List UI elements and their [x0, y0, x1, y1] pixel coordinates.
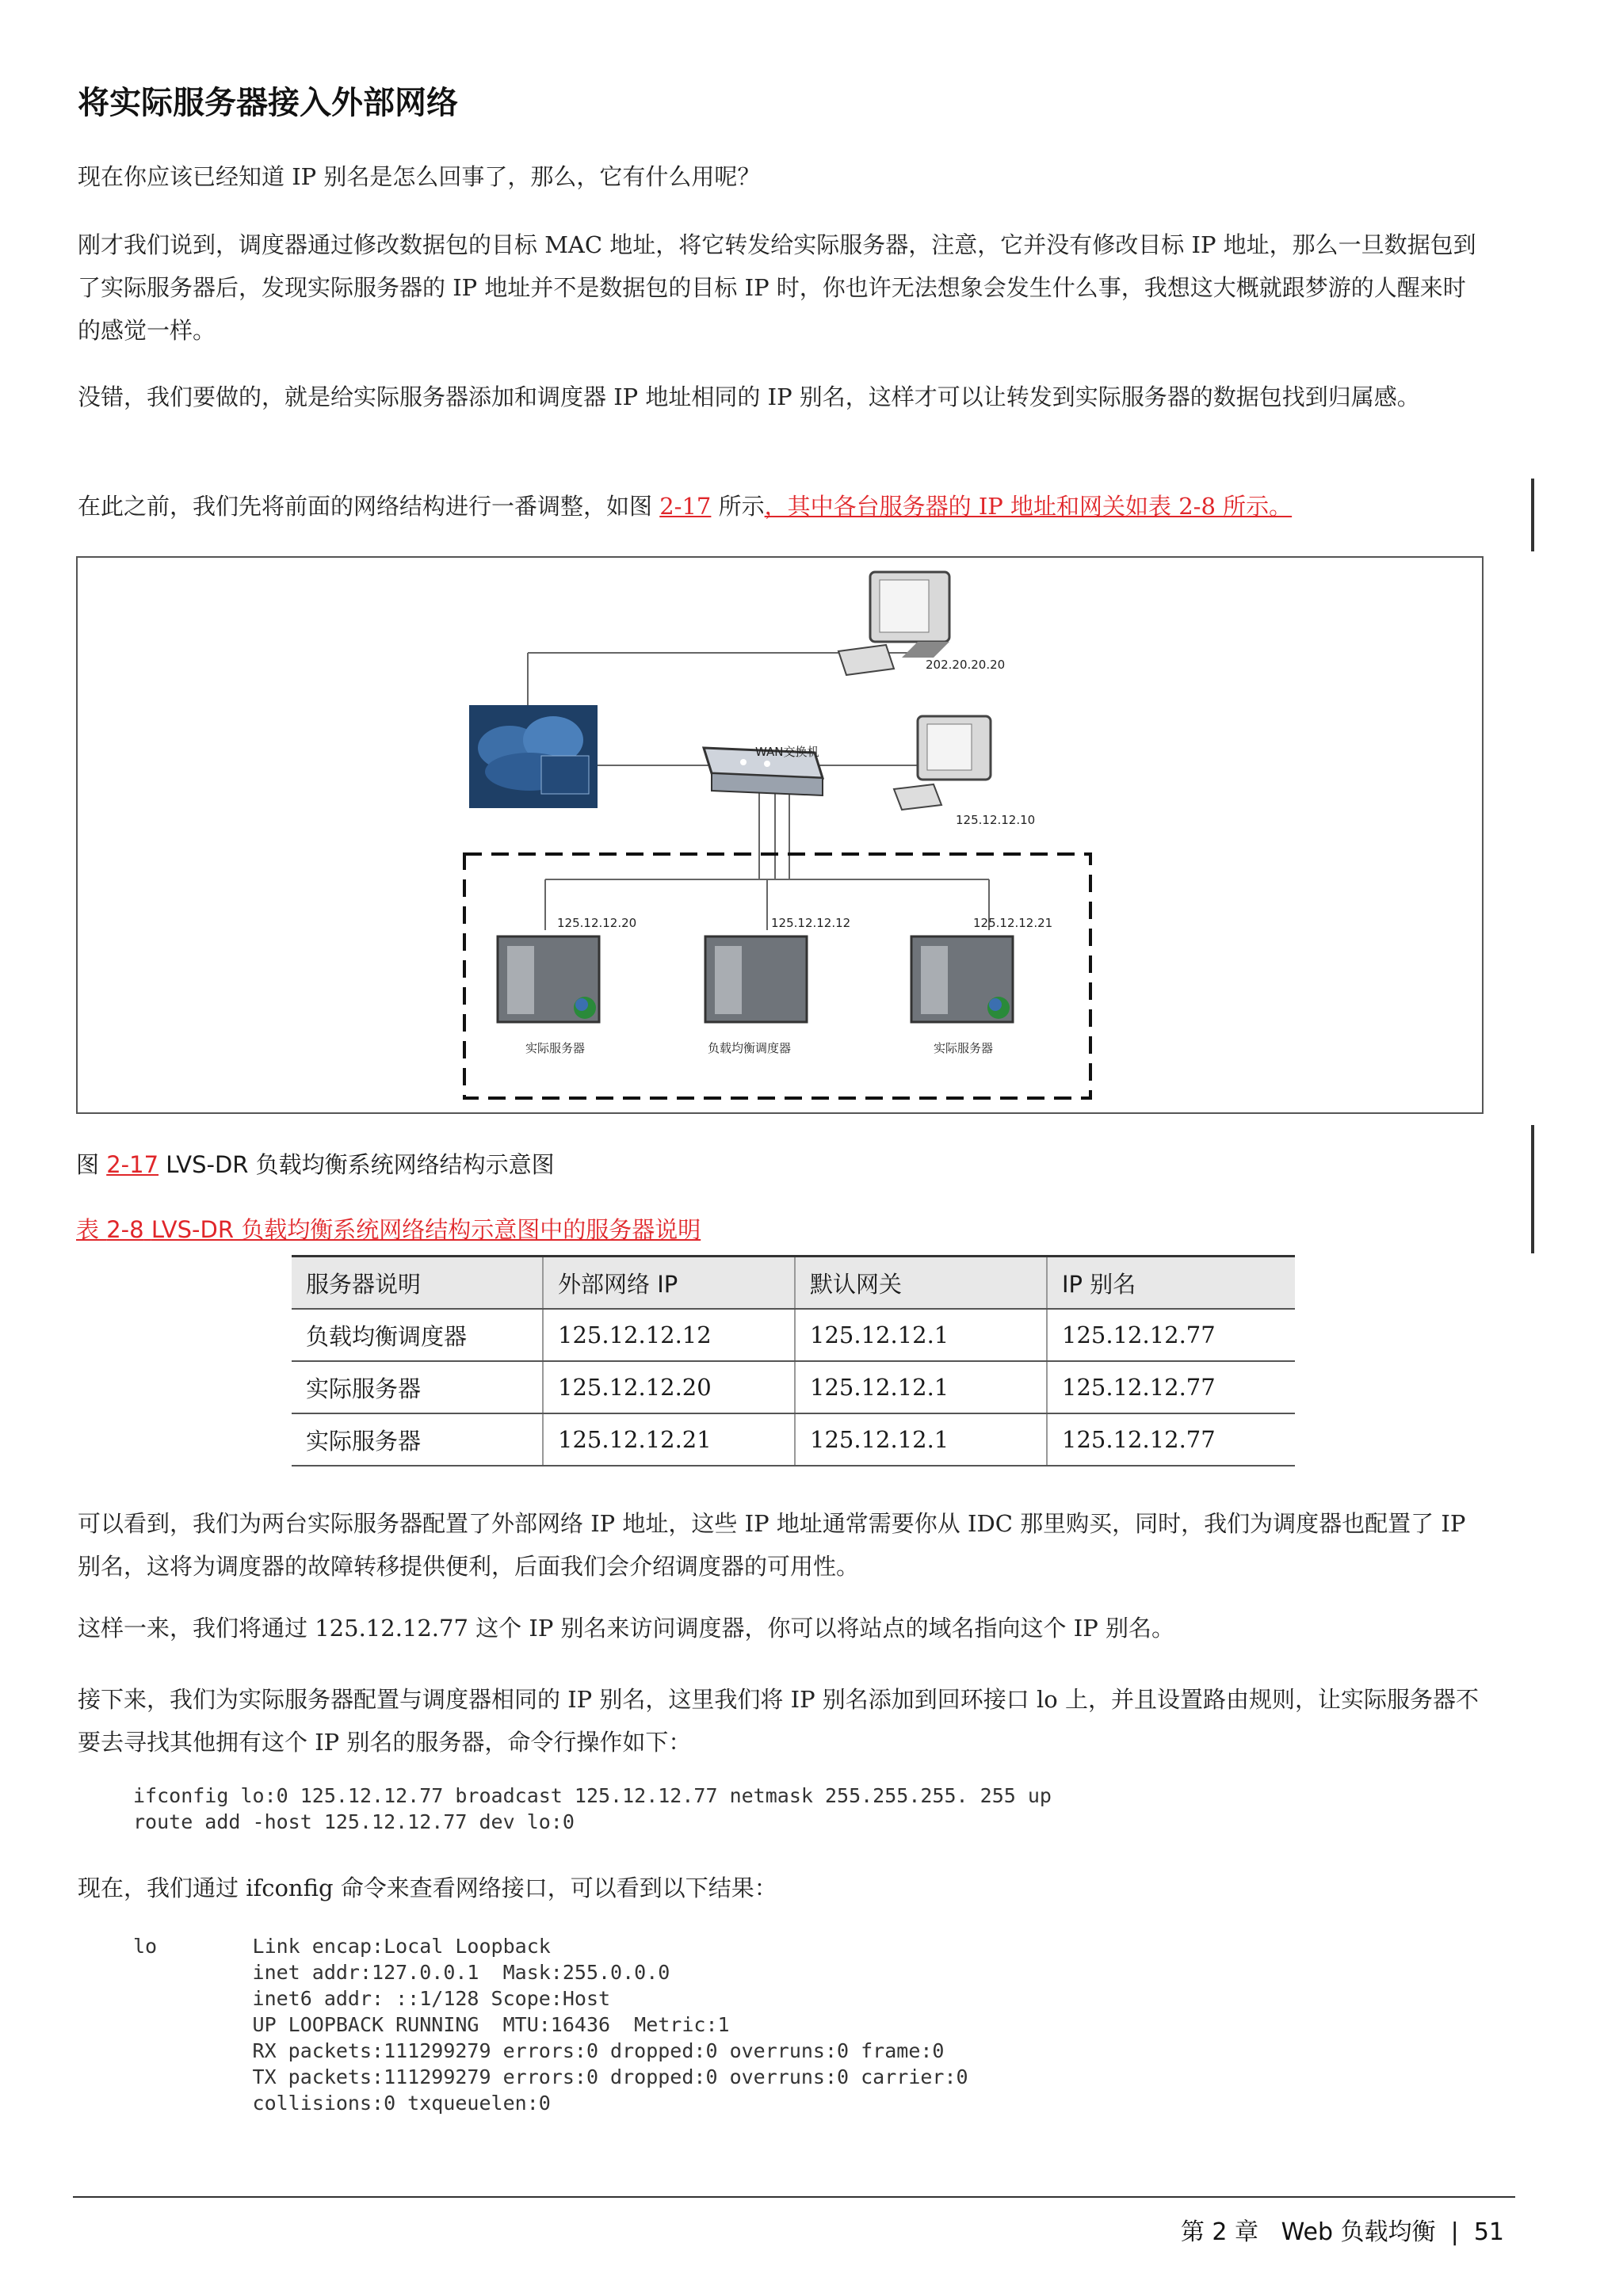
code-line: inet addr:127.0.0.1 Mask:255.0.0.0 — [133, 1961, 670, 1984]
section-heading: 将实际服务器接入外部网络 — [78, 85, 458, 121]
client-ip-label: 202.20.20.20 — [926, 658, 1006, 672]
table-cell: 负载均衡调度器 — [292, 1309, 543, 1361]
paragraph-6: 这样一来，我们将通过 125.12.12.77 这个 IP 别名来访问调度器，你可以将站点的域名指向这个 IP 别名。 — [78, 1615, 1174, 1642]
footer-title: Web 负载均衡 — [1281, 2218, 1436, 2246]
footer-separator: | — [1450, 2218, 1459, 2246]
figure-caption-text: LVS-DR 负载均衡系统网络结构示意图 — [166, 1151, 555, 1178]
paragraph-2: 刚才我们说到，调度器通过修改数据包的目标 MAC 地址，将它转发给实际服务器，注意，它并没有修改目标 IP 地址，那么一旦数据包到了实际服务器后，发现实际服务器的 IP 地址并不是数据包的目标 IP 时，你也许无法想象会发生什么事，我想这大概就跟梦游的人醒来时的感觉一样。 — [78, 231, 1476, 344]
table-caption-text: LVS-DR 负载均衡系统网络结构示意图中的服务器说明 — [151, 1216, 701, 1243]
table-header-cell: 服务器说明 — [292, 1257, 543, 1310]
code-line: lo Link encap:Local Loopback — [133, 1935, 551, 1958]
client2-computer-icon — [894, 716, 991, 810]
load-balancer-icon — [705, 936, 807, 1022]
table-header-cell: 默认网关 — [795, 1257, 1047, 1310]
network-figure — [76, 556, 1484, 1114]
change-marker — [1531, 1125, 1534, 1253]
code-block-ifconfig-output — [133, 1933, 968, 2116]
table-caption-number: 2-8 — [106, 1216, 144, 1243]
paragraph-4-prefix: 在此之前，我们先将前面的网络结构进行一番调整，如图 — [78, 493, 660, 520]
server-1-ip: 125.12.12.20 — [557, 916, 637, 930]
paragraph-8: 现在，我们通过 ifconfig 命令来查看网络接口，可以看到以下结果： — [78, 1875, 777, 1901]
paragraph-7: 接下来，我们为实际服务器配置与调度器相同的 IP 别名，这里我们将 IP 别名添加到回环接口 lo 上，并且设置路由规则，让实际服务器不要去寻找其他拥有这个 IP 别名的服务器，命令行操作如下： — [78, 1686, 1479, 1756]
footer-rule — [73, 2196, 1515, 2198]
table-cell: 125.12.12.12 — [543, 1309, 795, 1361]
page-number: 51 — [1473, 2218, 1504, 2246]
real-server-1-icon — [498, 936, 599, 1022]
table-cell: 125.12.12.20 — [543, 1361, 795, 1413]
table-cell: 125.12.12.77 — [1047, 1361, 1295, 1413]
table-row — [292, 1413, 1295, 1466]
table-cell: 125.12.12.1 — [795, 1361, 1047, 1413]
table-caption-prefix: 表 — [76, 1216, 107, 1243]
server-2-label: 负载均衡调度器 — [708, 1041, 792, 1055]
paragraph-1: 现在你应该已经知道 IP 别名是怎么回事了，那么，它有什么用呢？ — [78, 163, 761, 190]
internet-cloud-icon — [469, 705, 598, 808]
code-line: RX packets:111299279 errors:0 dropped:0 overruns:0 frame:0 — [133, 2039, 945, 2062]
server-1-label: 实际服务器 — [525, 1041, 586, 1055]
table-header-cell: 外部网络 IP — [543, 1257, 795, 1310]
paragraph-3: 没错，我们要做的，就是给实际服务器添加和调度器 IP 地址相同的 IP 别名，这样才可以让转发到实际服务器的数据包找到归属感。 — [78, 383, 1420, 410]
figure-caption-number: 2-17 — [106, 1151, 159, 1178]
table-cell: 125.12.12.77 — [1047, 1309, 1295, 1361]
client2-ip-label: 125.12.12.10 — [956, 813, 1036, 827]
code-line: UP LOOPBACK RUNNING MTU:16436 Metric:1 — [133, 2013, 730, 2036]
table-header-row — [292, 1257, 1295, 1310]
table-cell: 实际服务器 — [292, 1361, 543, 1413]
footer-chapter: 第 2 章 — [1180, 2218, 1258, 2246]
table-header-cell: IP 别名 — [1047, 1257, 1295, 1310]
change-marker — [1531, 479, 1534, 551]
table-cell: 实际服务器 — [292, 1413, 543, 1466]
code-line: inet6 addr: ::1/128 Scope:Host — [133, 1987, 611, 2010]
paragraph-4-mid: 所示 — [711, 493, 765, 520]
paragraph-4 — [78, 485, 1488, 528]
paragraph-5: 可以看到，我们为两台实际服务器配置了外部网络 IP 地址，这些 IP 地址通常需要你从 IDC 那里购买，同时，我们为调度器也配置了 IP 别名，这将为调度器的故障转移提供便利，后面我们会介绍调度器的可用性。 — [78, 1510, 1466, 1580]
table-caption — [76, 1212, 701, 1245]
table-row — [292, 1361, 1295, 1413]
figure-ref-link[interactable]: 2-17 — [659, 493, 712, 520]
real-server-2-icon — [911, 936, 1013, 1022]
code-line: ifconfig lo:0 125.12.12.77 broadcast 125.12.12.77 netmask 255.255.255. 255 up — [133, 1784, 1052, 1807]
switch-label: WAN交换机 — [755, 745, 819, 759]
table-ref-text: ，其中各台服务器的 IP 地址和网关如表 2-8 所示。 — [764, 493, 1293, 520]
server-3-ip: 125.12.12.21 — [973, 916, 1053, 930]
server-table — [292, 1255, 1295, 1466]
table-row — [292, 1309, 1295, 1361]
table-cell: 125.12.12.21 — [543, 1413, 795, 1466]
server-2-ip: 125.12.12.12 — [771, 916, 851, 930]
figure-caption — [76, 1147, 555, 1180]
table-cell: 125.12.12.1 — [795, 1309, 1047, 1361]
page-footer — [1181, 2212, 1504, 2247]
code-line: route add -host 125.12.12.77 dev lo:0 — [133, 1810, 575, 1833]
server-3-label: 实际服务器 — [934, 1041, 994, 1055]
figure-caption-prefix: 图 — [76, 1151, 107, 1178]
table-cell: 125.12.12.1 — [795, 1413, 1047, 1466]
code-line: collisions:0 txqueuelen:0 — [133, 2092, 551, 2115]
table-cell: 125.12.12.77 — [1047, 1413, 1295, 1466]
code-block-commands — [133, 1783, 1052, 1835]
code-line: TX packets:111299279 errors:0 dropped:0 overruns:0 carrier:0 — [133, 2065, 968, 2088]
network-diagram — [78, 558, 1482, 1112]
